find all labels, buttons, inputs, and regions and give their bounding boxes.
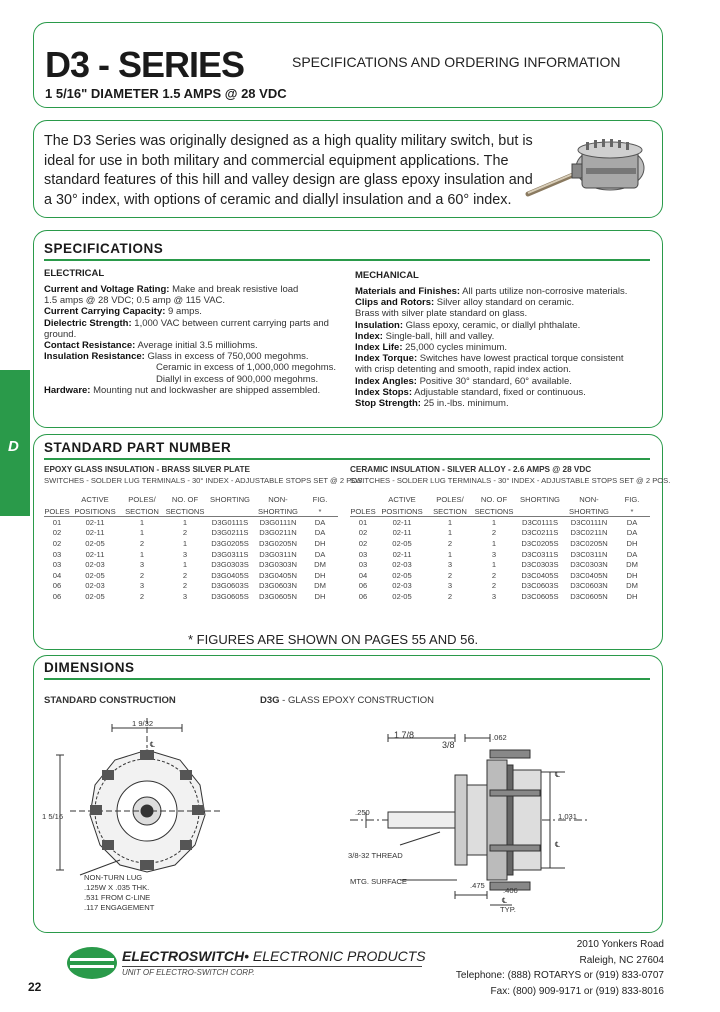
- column-header: SHORTING: [564, 505, 614, 517]
- table-row: [350, 517, 650, 528]
- table-cell: 03: [52, 560, 62, 570]
- table-cell: D3G0205S: [211, 538, 249, 548]
- brand-rule: [122, 966, 422, 967]
- table-cell: 03: [358, 560, 368, 570]
- table-header-row: [44, 505, 338, 517]
- switch-photo: [520, 128, 655, 208]
- table-cell: D3G0111N: [259, 517, 297, 527]
- spec-line: Ceramic in excess of 1,000,000 megohms.: [156, 362, 337, 374]
- table-cell: 03: [358, 549, 368, 559]
- column-header: SECTIONS: [165, 507, 205, 516]
- column-header: POLES: [350, 507, 376, 516]
- table-row: [350, 559, 650, 570]
- spec-line: Clips and Rotors: Silver alloy standard on ceramic.: [355, 297, 575, 309]
- series-title: D3 - SERIES: [45, 44, 245, 85]
- d3g-surface: MTG. SURFACE: [350, 877, 407, 886]
- spec-line: Brass with silver plate standard on glass.: [355, 308, 528, 320]
- table-cell: 1: [182, 538, 188, 548]
- table-cell: DH: [314, 591, 326, 601]
- table-row: [44, 549, 338, 560]
- table-cell: 02: [52, 528, 62, 538]
- d3g-d475: .475: [470, 881, 485, 890]
- table-cell: D3C0603S: [521, 581, 559, 591]
- column-header: POLES/: [436, 495, 464, 504]
- column-header: POLES/: [128, 495, 156, 504]
- table-cell: 1: [139, 528, 145, 538]
- table-row: [44, 517, 338, 528]
- d3g-len1: 1 7/8: [394, 730, 415, 740]
- address-line: 2010 Yonkers Road: [576, 939, 664, 950]
- rating-line: 1 5/16" DIAMETER 1.5 AMPS @ 28 VDC: [45, 86, 287, 101]
- table-row: [350, 549, 650, 560]
- table-row: [44, 538, 338, 549]
- table-cell: 1: [491, 517, 497, 527]
- address-line: Raleigh, NC 27604: [579, 954, 664, 966]
- table-cell: 02-11: [85, 549, 105, 559]
- table-cell: D3G0405N: [259, 570, 297, 580]
- table-header-row: [350, 505, 650, 517]
- table-cell: D3C0605N: [570, 591, 608, 601]
- d3g-len2: 3/8: [442, 740, 455, 750]
- table-cell: 06: [52, 591, 62, 601]
- mechanical-heading: MECHANICAL: [355, 270, 419, 281]
- table-cell: D3G0303S: [211, 560, 249, 570]
- table-cell: 02-03: [85, 560, 105, 570]
- table-cell: 1: [182, 560, 188, 570]
- table-cell: 3: [139, 581, 145, 591]
- table-row: [44, 570, 338, 581]
- table-cell: 04: [52, 570, 62, 580]
- table-cell: 01: [358, 517, 368, 527]
- column-header: ACTIVE: [388, 495, 416, 504]
- spec-line: Insulation Resistance: Glass in excess of 750,000 megohms.: [44, 351, 309, 363]
- spec-line: 1.5 amps @ 28 VDC; 0.5 amp @ 115 VAC.: [44, 295, 226, 307]
- table-cell: D3C0211S: [521, 528, 559, 538]
- address: [440, 937, 664, 999]
- table-cell: D3G0405S: [211, 570, 249, 580]
- intro-text: [44, 132, 533, 210]
- dimensions-rule: [44, 678, 650, 680]
- table-row: [350, 570, 650, 581]
- table-cell: 02-11: [392, 549, 412, 559]
- table-cell: D3C0311N: [570, 549, 608, 559]
- table-cell: 2: [491, 570, 497, 580]
- table-cell: 3: [491, 591, 497, 601]
- section-tab-letter: D: [8, 438, 19, 455]
- std-height-label: 1 5/16: [42, 812, 64, 821]
- dimensions-heading: DIMENSIONS: [44, 660, 135, 675]
- d3g-typ: TYP.: [500, 905, 516, 914]
- d3g-len3: .062: [492, 733, 507, 742]
- table-cell: 2: [182, 570, 188, 580]
- column-header: [350, 494, 376, 505]
- table-cell: DH: [626, 570, 638, 580]
- table-row: [44, 528, 338, 539]
- table-cell: 01: [52, 517, 62, 527]
- table-cell: 2: [139, 538, 145, 548]
- table-cell: 2: [491, 581, 497, 591]
- spec-line: Hardware: Mounting nut and lockwasher are shipped assembled.: [44, 384, 321, 396]
- table-cell: 02-11: [392, 528, 412, 538]
- d3g-cl-bottom: ℄: [555, 840, 560, 849]
- table-cell: D3C0605S: [521, 591, 559, 601]
- table-cell: 2: [139, 591, 145, 601]
- spec-line: Materials and Finishes: All parts utilize non-corrosive materials.: [355, 286, 628, 297]
- table-row: [44, 581, 338, 592]
- mechanical-list: [355, 286, 655, 409]
- d3g-cl-small: ℄: [502, 896, 507, 905]
- table-cell: DA: [626, 528, 638, 538]
- table-cell: D3G0303N: [259, 560, 297, 570]
- table-cell: D3C0205N: [570, 538, 608, 548]
- spec-line: Index Stops: Adjustable standard, fixed or continuous.: [355, 386, 586, 398]
- table-cell: 1: [447, 549, 453, 559]
- column-header: *: [302, 505, 338, 517]
- table-cell: 02-03: [85, 581, 105, 591]
- table-cell: 02-05: [392, 570, 412, 580]
- table-cell: DA: [314, 549, 326, 559]
- column-header: FIG.: [624, 495, 640, 504]
- table-cell: 1: [491, 538, 497, 548]
- spec-line: Index Angles: Positive 30° standard, 60° available.: [355, 375, 572, 387]
- table-cell: 02-05: [85, 570, 105, 580]
- intro-line: ideal for use in both military and commercial equipment applications. The: [44, 152, 509, 169]
- part-number-rule: [44, 458, 650, 460]
- brand-unit: UNIT OF ELECTRO-SWITCH CORP.: [122, 968, 255, 977]
- electroswitch-logo-icon: [66, 946, 118, 980]
- column-header: POSITIONS: [376, 505, 428, 517]
- table-cell: 3: [182, 591, 188, 601]
- spec-line: Current Carrying Capacity: 9 amps.: [44, 306, 202, 318]
- column-header: SECTION: [120, 505, 164, 517]
- specifications-rule: [44, 259, 650, 261]
- table-cell: 02-05: [85, 538, 105, 548]
- column-header: SECTIONS: [472, 505, 516, 517]
- table-cell: D3C0405N: [570, 570, 608, 580]
- header-subtitle: SPECIFICATIONS AND ORDERING INFORMATION: [292, 54, 621, 70]
- spec-line: Current and Voltage Rating: Make and break resistive load: [44, 284, 299, 295]
- spec-line: Index: Single-ball, hill and valley.: [355, 330, 495, 342]
- table-cell: D3C0405S: [521, 570, 559, 580]
- table-cell: DA: [626, 517, 638, 527]
- table-cell: 2: [182, 528, 188, 538]
- table-cell: 02: [358, 538, 368, 548]
- spec-line: Dielectric Strength: 1,000 VAC between current carrying parts and: [44, 317, 329, 329]
- table-cell: D3C0311S: [521, 549, 559, 559]
- column-header: [516, 505, 564, 517]
- table-cell: 06: [52, 581, 62, 591]
- spec-line: Index Life: 25,000 cycles minimum.: [355, 342, 508, 354]
- table-cell: 1: [447, 528, 453, 538]
- table-cell: 02-03: [392, 581, 412, 591]
- std-width-label: 1 9/32: [132, 719, 154, 728]
- brand-bold: ELECTROSWITCH: [122, 948, 245, 964]
- epoxy-table: [44, 494, 338, 602]
- d3g-thread: 3/8-32 THREAD: [348, 851, 403, 860]
- epoxy-note: SWITCHES - SOLDER LUG TERMINALS - 30° INDEX - ADJUSTABLE STOPS SET @ 2 POS.: [44, 476, 365, 485]
- lug-note: [84, 873, 154, 913]
- table-cell: DH: [314, 570, 326, 580]
- table-cell: 3: [139, 560, 145, 570]
- column-header: NON-: [579, 495, 599, 504]
- electrical-heading: ELECTRICAL: [44, 268, 105, 279]
- table-cell: 2: [491, 528, 497, 538]
- electrical-list: [44, 284, 344, 396]
- std-cl-label: ℄: [150, 740, 155, 749]
- table-cell: 04: [358, 570, 368, 580]
- table-cell: 06: [358, 591, 368, 601]
- table-cell: DM: [626, 581, 638, 591]
- table-cell: D3G0111S: [211, 517, 249, 527]
- standard-construction-label: STANDARD CONSTRUCTION: [44, 695, 176, 706]
- table-header-row: [44, 494, 338, 505]
- table-row: [44, 559, 338, 570]
- column-header: NON-: [268, 495, 288, 504]
- table-cell: 02-11: [85, 517, 105, 527]
- table-cell: D3C0211N: [570, 528, 608, 538]
- column-header: POLES: [44, 507, 70, 516]
- table-cell: 3: [182, 549, 188, 559]
- d3g-cl-top: ℄: [555, 770, 560, 779]
- table-cell: 3: [447, 560, 453, 570]
- table-cell: 02: [52, 538, 62, 548]
- table-cell: DM: [626, 560, 638, 570]
- spec-line: Stop Strength: 25 in.-lbs. minimum.: [355, 398, 509, 410]
- fax: Fax: (800) 909-9171 or (919) 833-8016: [490, 985, 664, 997]
- table-cell: 2: [447, 570, 453, 580]
- column-header: *: [614, 505, 650, 517]
- table-header-row: [350, 494, 650, 505]
- column-header: POSITIONS: [70, 505, 120, 517]
- d3g-construction-label: D3G - GLASS EPOXY CONSTRUCTION: [260, 695, 435, 706]
- figures-footnote: * FIGURES ARE SHOWN ON PAGES 55 AND 56.: [188, 632, 479, 647]
- table-cell: 2: [447, 538, 453, 548]
- table-cell: 02: [358, 528, 368, 538]
- table-cell: 03: [52, 549, 62, 559]
- table-cell: 1: [139, 549, 145, 559]
- column-header: ACTIVE: [81, 495, 109, 504]
- telephone: Telephone: (888) ROTARYS or (919) 833-0707: [455, 970, 664, 981]
- table-cell: 1: [491, 560, 497, 570]
- table-cell: D3G0605N: [259, 591, 297, 601]
- table-cell: D3G0605S: [211, 591, 249, 601]
- table-cell: D3G0205N: [259, 538, 297, 548]
- table-cell: D3C0303S: [521, 560, 559, 570]
- table-cell: 02-11: [392, 517, 412, 527]
- table-cell: 2: [139, 570, 145, 580]
- table-cell: 3: [491, 549, 497, 559]
- table-cell: D3G0311S: [211, 549, 249, 559]
- table-cell: D3G0211S: [211, 528, 249, 538]
- table-row: [44, 591, 338, 602]
- spec-line: Insulation: Glass epoxy, ceramic, or diallyl phthalate.: [355, 319, 581, 331]
- brand-suffix: • ELECTRONIC PRODUCTS: [244, 948, 426, 964]
- table-cell: 2: [447, 591, 453, 601]
- page-number: 22: [28, 980, 42, 994]
- table-cell: D3G0603N: [259, 581, 297, 591]
- table-cell: D3C0205S: [521, 538, 559, 548]
- spec-line: with crisp detenting and smooth, rapid index action.: [355, 364, 571, 376]
- ceramic-table: [350, 494, 650, 602]
- column-header: [44, 494, 70, 505]
- table-cell: D3C0303N: [570, 560, 608, 570]
- ceramic-note: SWITCHES - SOLDER LUG TERMINALS - 30° INDEX - ADJUSTABLE STOPS SET @ 2 POS.: [350, 476, 671, 485]
- table-cell: D3C0111N: [570, 517, 608, 527]
- table-cell: D3G0311N: [259, 549, 297, 559]
- table-row: [350, 591, 650, 602]
- column-header: SECTION: [428, 505, 472, 517]
- table-row: [350, 538, 650, 549]
- table-row: [350, 581, 650, 592]
- table-cell: DA: [314, 528, 326, 538]
- table-cell: 02-11: [85, 528, 105, 538]
- lug-note-line: NON-TURN LUG: [84, 873, 143, 882]
- epoxy-title: EPOXY GLASS INSULATION - BRASS SILVER PLATE: [44, 465, 250, 474]
- table-cell: DA: [314, 517, 326, 527]
- table-cell: D3G0603S: [211, 581, 249, 591]
- column-header: FIG.: [312, 495, 328, 504]
- lug-note-line: .117 ENGAGEMENT: [84, 903, 155, 912]
- table-cell: 3: [447, 581, 453, 591]
- table-cell: 1: [182, 517, 188, 527]
- table-cell: D3C0603N: [570, 581, 608, 591]
- spec-line: Contact Resistance: Average initial 3.5 milliohms.: [44, 340, 258, 352]
- intro-line: standard features of this hill and valley design are glass epoxy insulation and: [44, 172, 533, 188]
- table-cell: 06: [358, 581, 368, 591]
- spec-line: Index Torque: Switches have lowest practical torque consistent: [355, 353, 624, 365]
- table-cell: 1: [139, 517, 145, 527]
- column-header: SHORTING: [210, 495, 250, 504]
- table-cell: DH: [626, 538, 638, 548]
- intro-line: a 30° index, with options of ceramic and diallyl insulation and a 60° index.: [44, 191, 512, 208]
- brand-name: [122, 948, 426, 964]
- part-number-heading: STANDARD PART NUMBER: [44, 440, 232, 455]
- specifications-heading: SPECIFICATIONS: [44, 241, 164, 256]
- column-header: SHORTING: [254, 505, 302, 517]
- intro-line: The D3 Series was originally designed as a high quality military switch, but is: [44, 133, 533, 149]
- d3g-d406: .406: [503, 886, 518, 895]
- table-cell: DH: [314, 538, 326, 548]
- table-cell: DM: [314, 581, 326, 591]
- table-row: [350, 528, 650, 539]
- column-header: NO. OF: [171, 495, 199, 504]
- table-cell: 02-03: [392, 560, 412, 570]
- table-cell: 02-05: [392, 538, 412, 548]
- table-cell: DA: [626, 549, 638, 559]
- table-cell: D3G0211N: [259, 528, 297, 538]
- table-cell: 02-05: [85, 591, 105, 601]
- lug-note-line: .125W X .035 THK.: [84, 883, 150, 892]
- spec-line: Diallyl in excess of 900,000 megohms.: [156, 373, 319, 385]
- table-cell: 2: [182, 581, 188, 591]
- d3g-shaft: .250: [355, 808, 370, 817]
- table-cell: 02-05: [392, 591, 412, 601]
- d3g-height: 1.031: [558, 812, 578, 821]
- lug-note-line: .531 FROM C-LINE: [84, 893, 151, 902]
- spec-line: ground.: [44, 328, 77, 340]
- ceramic-title: CERAMIC INSULATION - SILVER ALLOY - 2.6 AMPS @ 28 VDC: [350, 465, 592, 474]
- column-header: [206, 505, 254, 517]
- column-header: NO. OF: [480, 495, 508, 504]
- table-cell: 1: [447, 517, 453, 527]
- table-cell: D3C0111S: [521, 517, 559, 527]
- table-cell: DM: [314, 560, 326, 570]
- column-header: SHORTING: [520, 495, 560, 504]
- table-cell: DH: [626, 591, 638, 601]
